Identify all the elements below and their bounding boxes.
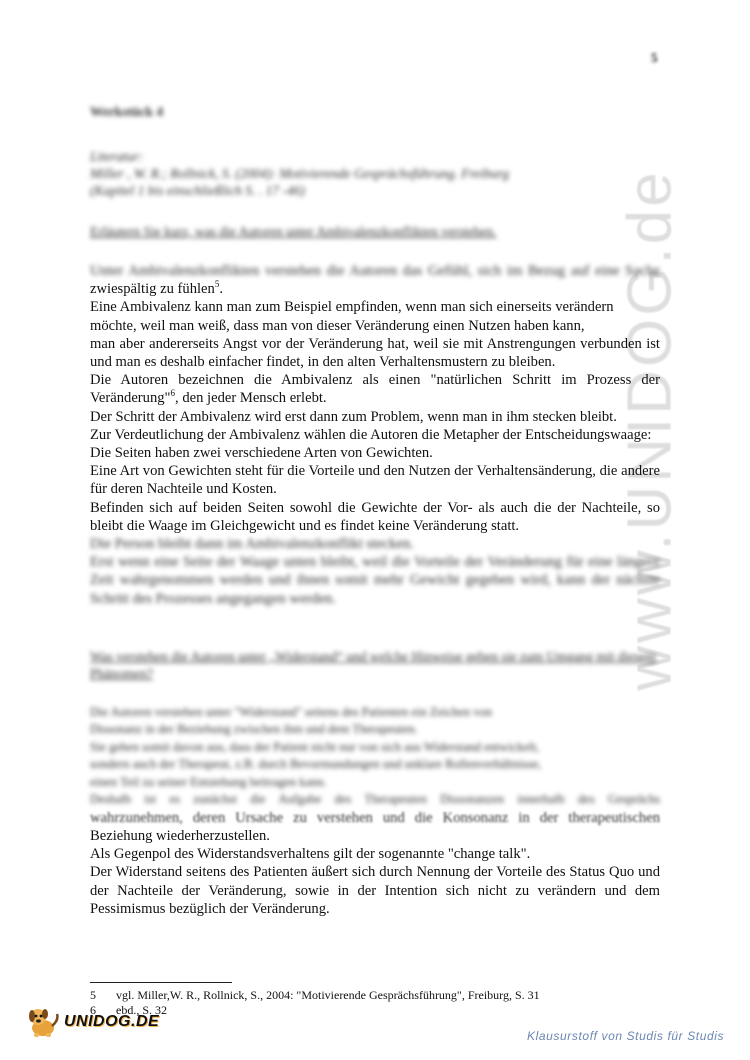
answer-1-paragraph: Der Schritt der Ambivalenz wird erst dann zum Problem, wenn man in ihm stecken bleibt. [90,408,617,425]
answer-1-text: Die Autoren bezeichnen die Ambivalenz als einen "natürlichen Schritt im Prozess der Veränderung" [90,372,660,407]
footnote-separator [90,982,232,983]
literature-line-1: Miller , W. R.; Rollnick, S. (2004): Motivierende Gesprächsführung. Freiburg [90,166,510,181]
answer-2-blurred-line: Die Autoren verstehen unter "Widerstand" seitens des Patienten ein Zeichen von [90,704,492,719]
answer-1-paragraph: Die Seiten haben zwei verschiedene Arten von Gewichten. [90,445,433,462]
answer-2-blurred-line: einen Teil zu seiner Entstehung beitragen kann. [90,774,327,789]
literature-label: Literatur: [90,149,144,164]
answer-2-paragraph: Als Gegenpol des Widerstandsverhaltens gilt der sogenannte "change talk". [90,846,531,863]
footnote-text: ebd., S. 32 [116,1003,167,1017]
question-1: Erläutern Sie kurz, was die Autoren unter Ambivalenzkonflikten verstehen. [90,224,497,239]
answer-1-paragraph: man aber andererseits Angst vor der Veränderung hat, weil sie mit Anstrengungen verbunden ist und man es deshalb einfacher findet, in den alten Verhaltensmustern zu bleiben. [90,335,660,371]
dog-icon [26,1004,62,1040]
literature-line-2: (Kapitel 1 bis einschließlich S. . 17 -46) [90,183,305,198]
document-body [90,104,660,918]
answer-2-paragraph: Beziehung wiederherzustellen. [90,828,270,845]
footnote-ref-6: 6 [170,388,176,399]
watermark-text: www.UNIDOG.de [615,169,685,691]
answer-1-text: , den jeder Mensch erlebt. [175,390,327,407]
answer-1-blurred: Die Person bleibt dann im Ambivalenzkonflikt stecken. [90,536,414,553]
answer-2-blurred-line: sondern auch der Therapeut, z.B. durch Bevormundungen und unklare Rollenverhältnisse, [90,757,542,772]
answer-1-paragraph: Befinden sich auf beiden Seiten sowohl die Gewichte der Vor- als auch die der Nachteile, so bleibt die Waage im Gleichgewicht und es findet keine Veränderung statt. [90,499,660,534]
footnote-number: 6 [90,1003,96,1017]
answer-2-blurred-line: Sie gehen somit davon aus, dass der Patient nicht nur von sich aus Widerstand entwickelt, [90,739,540,754]
answer-2-blurred-line: Dissonanz in der Beziehung zwischen ihm und dem Therapeuten. [90,722,418,737]
footnote-number: 5 [90,988,96,1002]
answer-1-paragraph: Eine Ambivalenz kann man zum Beispiel empfinden, wenn man sich einerseits verändern möchte, weil man weiß, dass man von dieser Veränderung einen Nutzen haben kann, [90,299,614,334]
footer-slogan: Klausurstoff von Studis für Studis [527,1029,725,1043]
answer-2-blurred-line: wahrzunehmen, deren Ursache zu verstehen und die Konsonanz in der therapeutischen [90,809,660,826]
footnote-ref-5: 5 [214,279,220,290]
answer-1-paragraph: Eine Art von Gewichten steht für die Vorteile und den Nutzen der Verhaltensänderung, die andere für deren Nachteile und Kosten. [90,463,660,498]
page-number: 5 [651,50,658,65]
answer-1-blurred-intro: Unter Ambivalenzkonflikten verstehen die Autoren das Gefühl, sich im Bezug auf eine Sache [90,263,660,279]
section-title: Werkstück 4 [90,104,164,119]
answer-2 [90,704,660,918]
answer-1-paragraph: Zur Verdeutlichung der Ambivalenz wählen die Autoren die Metapher der Entscheidungswaage: [90,426,652,443]
answer-1-text: zwiespältig zu fühlen [90,281,215,298]
footnote [90,988,540,1003]
literature-block [90,148,660,199]
unidog-logo [26,1004,159,1040]
answer-1 [90,262,660,608]
answer-2-paragraph: Der Widerstand seitens des Patienten äußert sich durch Nennung der Vorteile des Status Quo und der Nachteile der Veränderung, sowie in der Intention sich nicht zu verändern und dem Pessimismus bezüglich der Veränderung. [90,864,660,917]
footnote-text: vgl. Miller,W. R., Rollnick, S., 2004: "Motivierende Gesprächsführung", Freiburg, S. 31 [116,988,540,1002]
answer-1-paragraph [90,371,660,407]
answer-2-blurred-line: Deshalb ist es zunächst die Aufgabe des Therapeuten Dissonanzen innerhalb des Gesprächs [90,792,660,807]
question-2: Was verstehen die Autoren unter „Widerstand“ und welche Hinweise geben sie zum Umgang mit diesem Phänomen? [90,648,656,681]
answer-1-blurred: Erst wenn eine Seite der Waage unten bleibt, weil die Vorteile der Veränderung für eine längere Zeit wahrgenommen werden und ihnen somit mehr Gewicht gegeben wird, kann der nächste Schritt des Prozesses angegangen werden. [90,554,660,607]
answer-1-line: zwiespältig zu fühlen$^5$. [90,279,223,298]
logo-text: UNIDOG.DE [64,1013,160,1030]
